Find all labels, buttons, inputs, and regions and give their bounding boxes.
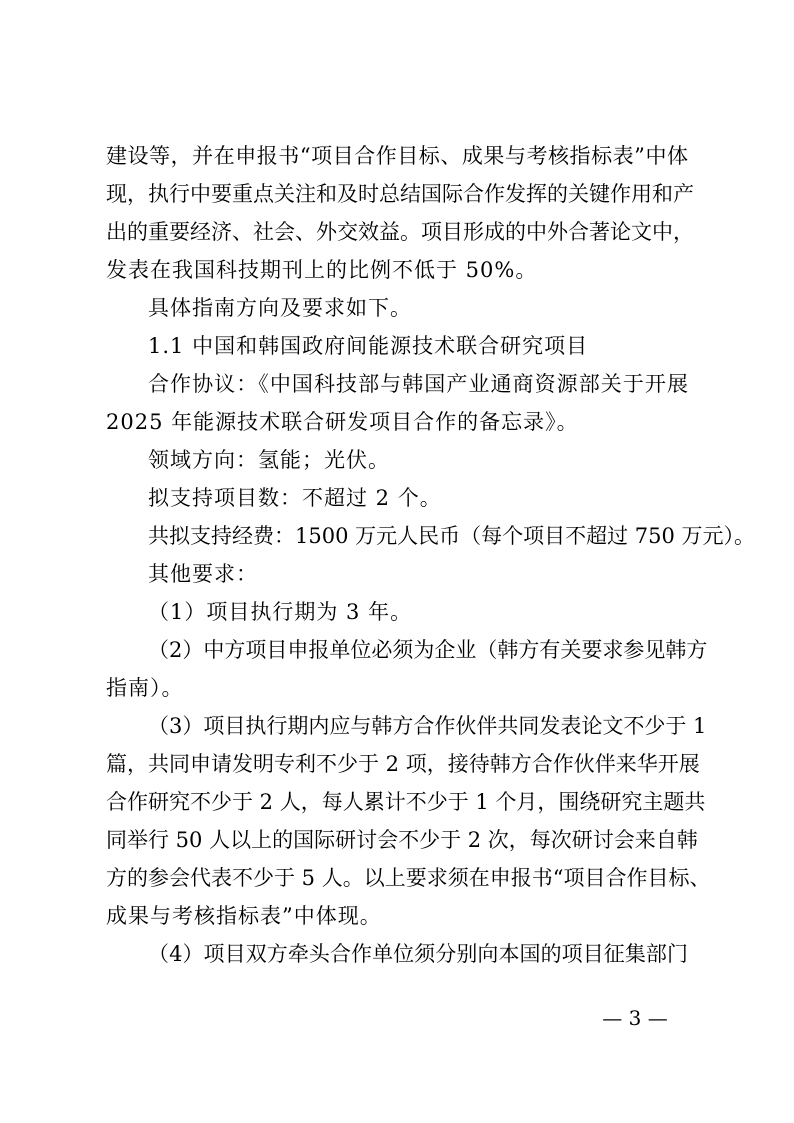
paragraph-line: 篇，共同申请发明专利不少于 2 项，接待韩方合作伙伴来华开展 xyxy=(106,752,700,776)
page-number: — 3 — xyxy=(602,1006,668,1030)
paragraph-line: 合作协议：《中国科技部与韩国产业通商资源部关于开展 xyxy=(148,372,688,396)
paragraph-line: 具体指南方向及要求如下。 xyxy=(148,296,412,320)
list-item: （1）项目执行期为 3 年。 xyxy=(148,600,413,624)
paragraph-line: 方的参会代表不少于 5 人。以上要求须在申报书“项目合作目标、 xyxy=(106,866,711,890)
paragraph-line: 建设等，并在申报书“项目合作目标、成果与考核指标表”中体 xyxy=(106,144,688,168)
paragraph-line: 领域方向：氢能；光伏。 xyxy=(148,448,390,472)
paragraph-line: 现，执行中要重点关注和及时总结国际合作发挥的关键作用和产 xyxy=(106,182,694,206)
paragraph-line: 拟支持项目数：不超过 2 个。 xyxy=(148,486,442,510)
paragraph-line: 共拟支持经费：1500 万元人民币（每个项目不超过 750 万元）。 xyxy=(148,524,756,548)
paragraph-line: 2025 年能源技术联合研发项目合作的备忘录》。 xyxy=(106,410,579,434)
paragraph-line: 出的重要经济、社会、外交效益。项目形成的中外合著论文中， xyxy=(106,220,694,244)
list-item: （2）中方项目申报单位必须为企业（韩方有关要求参见韩方 xyxy=(148,638,708,662)
paragraph-line: 指南）。 xyxy=(106,676,184,700)
paragraph-line: 同举行 50 人以上的国际研讨会不少于 2 次，每次研讨会来自韩 xyxy=(106,828,698,852)
paragraph-line: 合作研究不少于 2 人，每人累计不少于 1 个月，围绕研究主题共 xyxy=(106,790,706,814)
paragraph-line: 成果与考核指标表”中体现。 xyxy=(106,904,382,928)
paragraph-line: 其他要求： xyxy=(148,562,258,586)
paragraph-line: 发表在我国科技期刊上的比例不低于 50%。 xyxy=(106,258,538,282)
list-item: （4）项目双方牵头合作单位须分别向本国的项目征集部门 xyxy=(148,942,688,966)
section-heading: 1.1 中国和韩国政府间能源技术联合研究项目 xyxy=(148,334,589,358)
list-item: （3）项目执行期内应与韩方合作伙伴共同发表论文不少于 1 xyxy=(148,714,707,738)
